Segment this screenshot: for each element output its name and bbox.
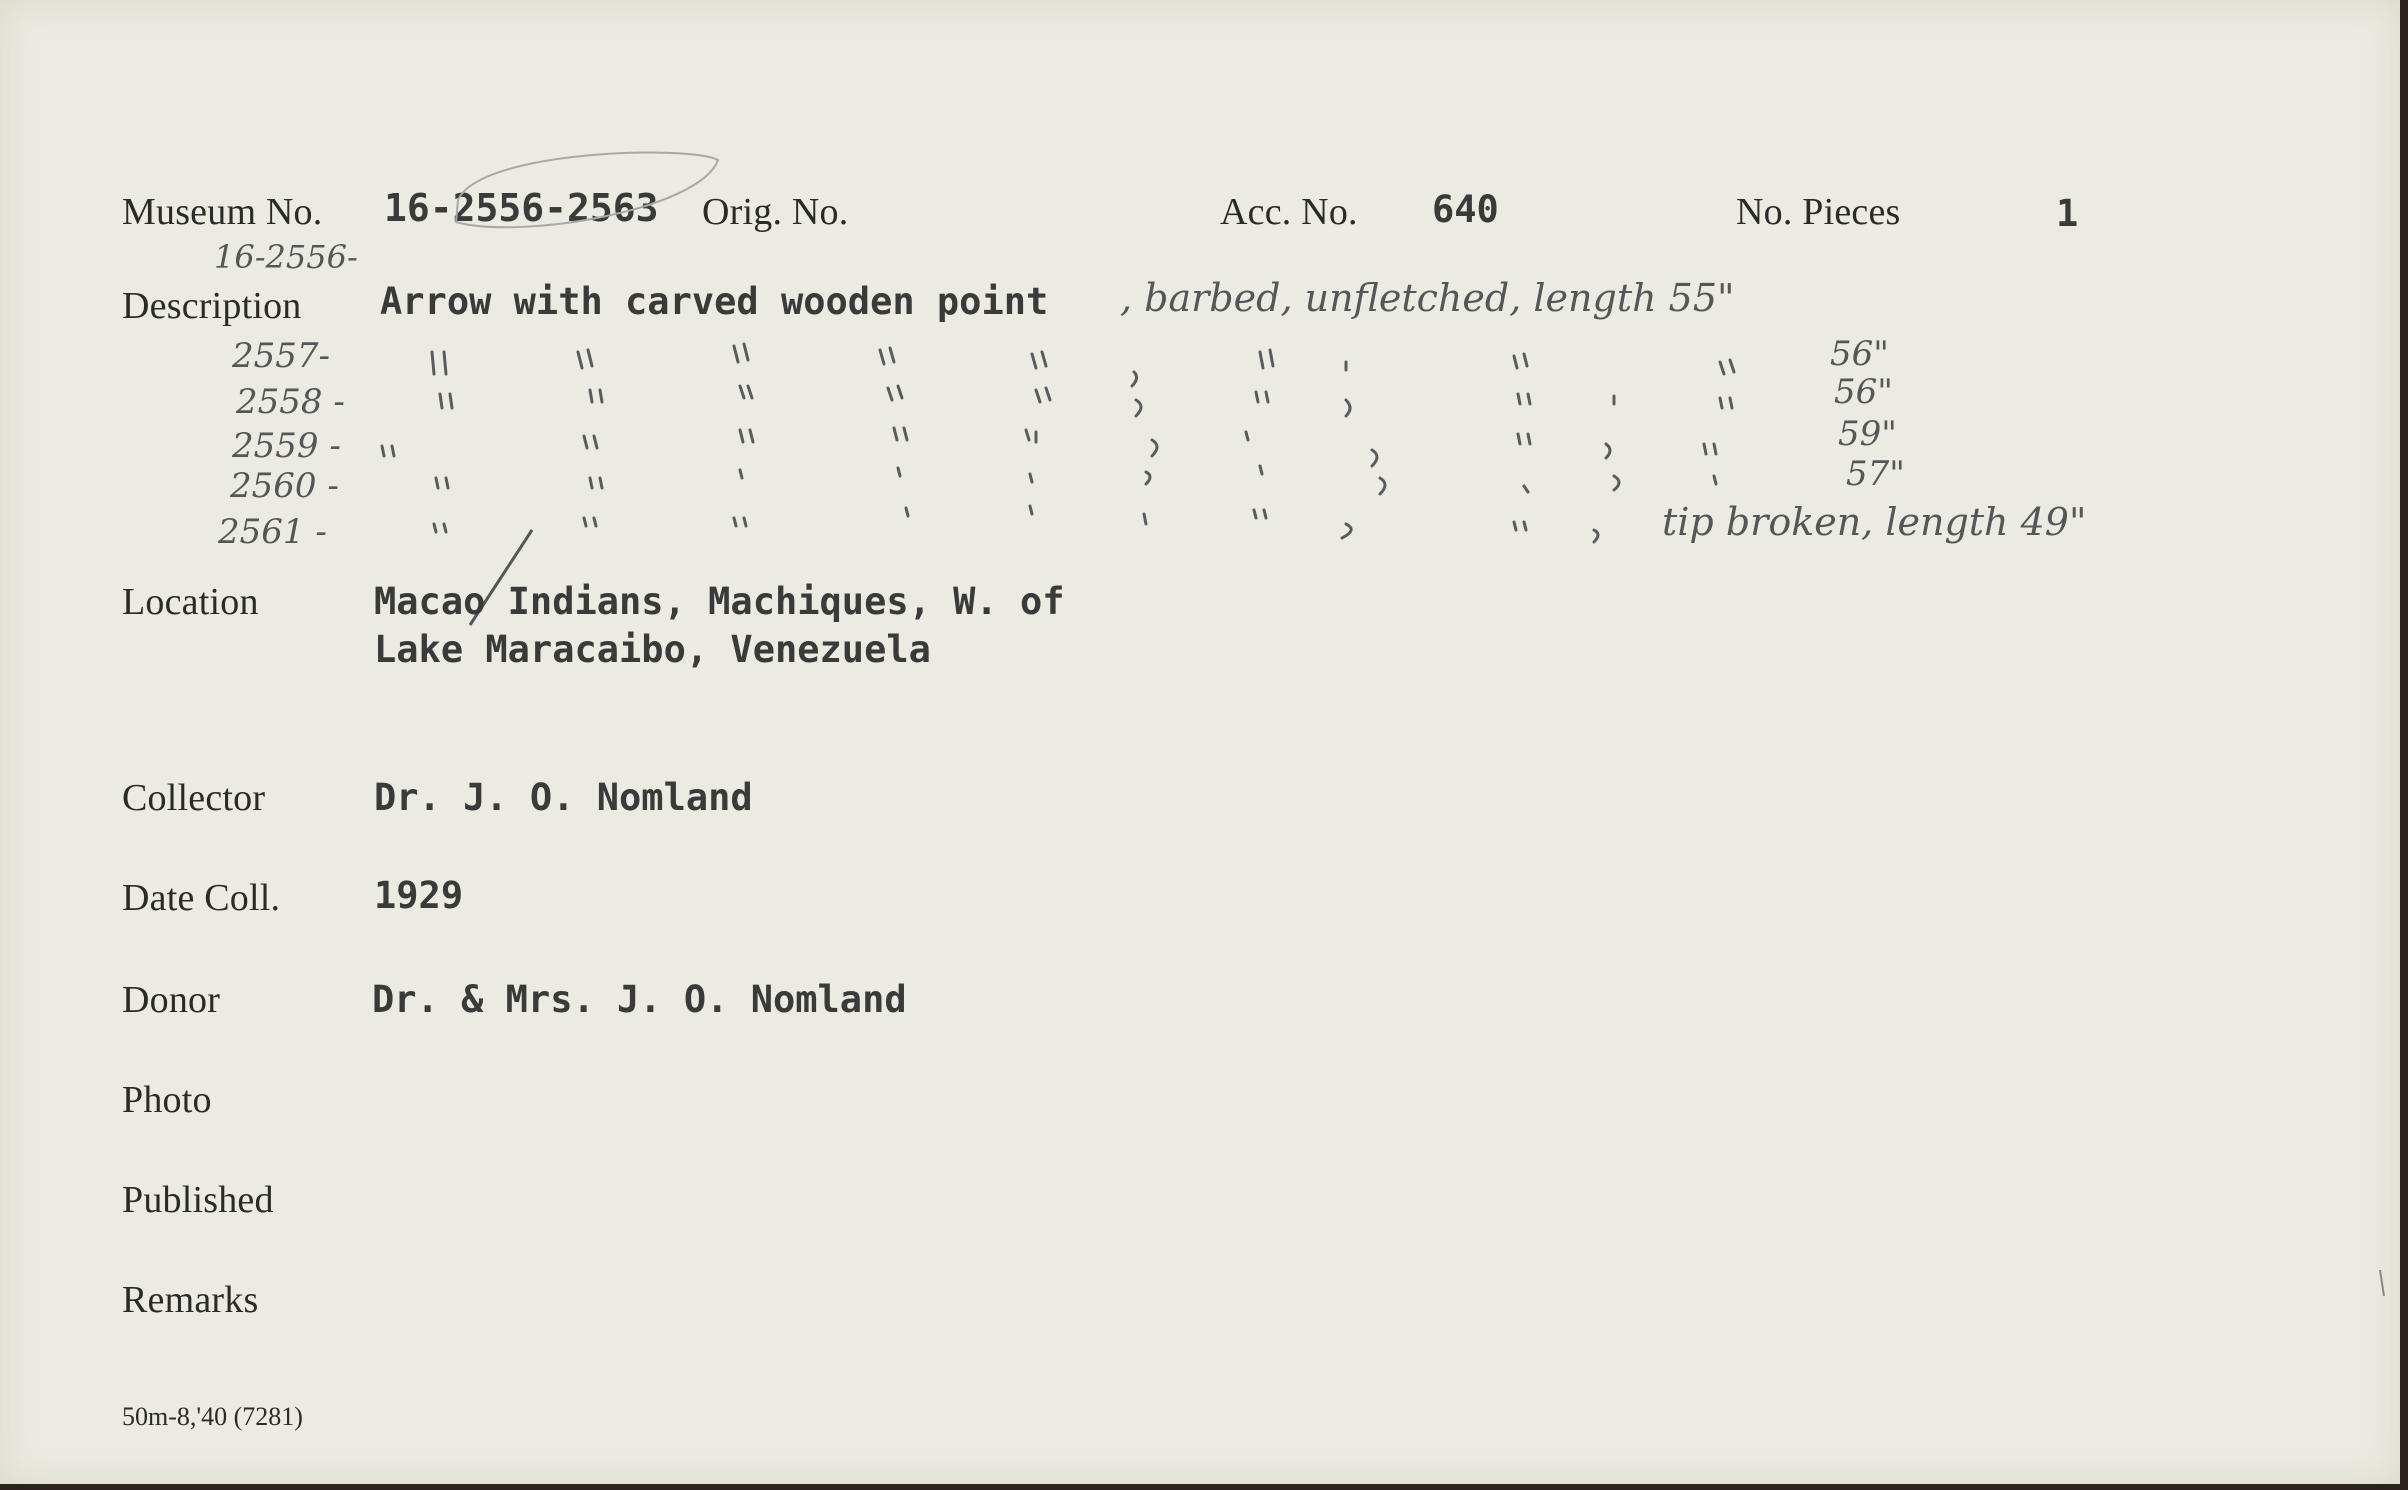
museum-no-handwritten: 16-2556- bbox=[214, 238, 358, 276]
item-note: tip broken, length 49" bbox=[1662, 500, 2087, 544]
date-coll-label: Date Coll. bbox=[122, 877, 281, 919]
date-coll-value: 1929 bbox=[374, 874, 464, 917]
orig-no-label: Orig. No. bbox=[702, 191, 849, 233]
item-number: 2557- bbox=[232, 336, 331, 376]
item-number: 2560 - bbox=[230, 466, 339, 506]
item-length: 57" bbox=[1846, 454, 1905, 494]
location-label: Location bbox=[122, 581, 259, 623]
no-pieces-value: 1 bbox=[2056, 192, 2079, 235]
item-number: 2558 - bbox=[236, 382, 345, 422]
item-number: 2561 - bbox=[218, 512, 327, 552]
acc-no-label: Acc. No. bbox=[1220, 191, 1358, 233]
form-number: 50m-8,'40 (7281) bbox=[122, 1402, 303, 1431]
museum-no-value: 16-2556-2563 bbox=[384, 186, 659, 230]
remarks-label: Remarks bbox=[122, 1279, 259, 1321]
collector-value: Dr. J. O. Nomland bbox=[374, 776, 753, 819]
photo-label: Photo bbox=[122, 1079, 212, 1121]
item-length: 56" bbox=[1830, 334, 1889, 374]
collector-label: Collector bbox=[122, 777, 266, 819]
description-typed: Arrow with carved wooden point bbox=[380, 280, 1049, 323]
description-handwritten: , barbed, unfletched, length 55" bbox=[1120, 276, 1735, 320]
location-line1: Macao Indians, Machiques, W. of bbox=[374, 580, 1065, 623]
item-number: 2559 - bbox=[232, 426, 341, 466]
donor-value: Dr. & Mrs. J. O. Nomland bbox=[372, 978, 907, 1021]
acc-no-value: 640 bbox=[1432, 188, 1499, 231]
item-length: 59" bbox=[1838, 414, 1897, 454]
donor-label: Donor bbox=[122, 979, 221, 1021]
item-length: 56" bbox=[1834, 372, 1893, 412]
no-pieces-label: No. Pieces bbox=[1736, 191, 1901, 233]
description-label: Description bbox=[122, 285, 302, 327]
museum-no-label: Museum No. bbox=[122, 191, 323, 233]
location-line2: Lake Maracaibo, Venezuela bbox=[374, 628, 931, 671]
published-label: Published bbox=[122, 1179, 274, 1221]
